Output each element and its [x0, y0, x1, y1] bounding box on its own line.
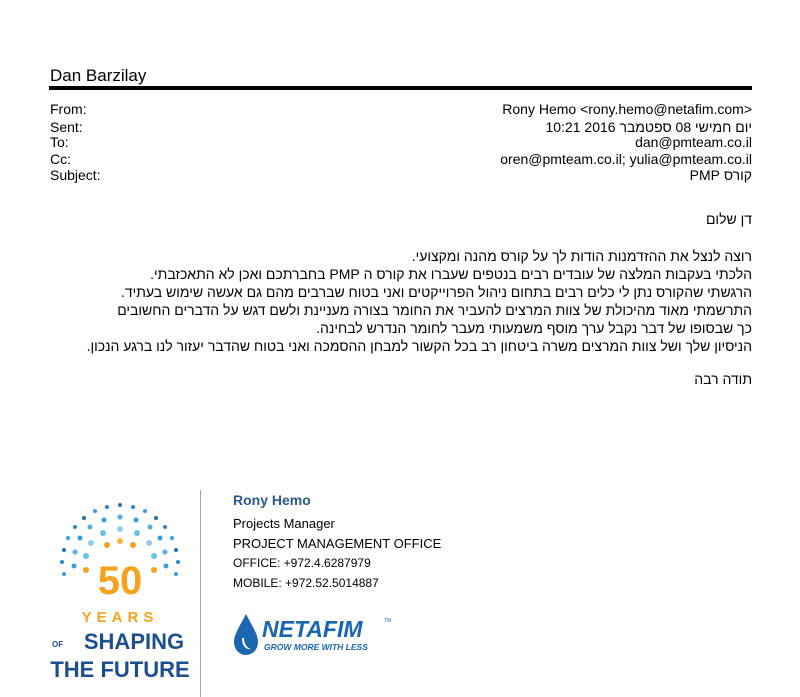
from-value[interactable]: Rony Hemo <rony.hemo@netafim.com>: [502, 101, 752, 117]
fifty-years-logo: [40, 500, 200, 690]
anniversary-of: OF: [52, 640, 64, 649]
body-line: הרגשתי שהקורס נתן לי כלים רבים בתחום ניהול הפרוייקטים ואני בטוח שברבים מהם גם אעשה שימוש בעתיד.: [120, 284, 752, 300]
body-line: הניסיון שלך ושל צוות המרצים משרה ביטחון רב בכל הקשור למבחן ההסמכה ואני בטוח שהדבר יעזור לנו ברגע הנכון.: [86, 338, 752, 354]
signature-department: PROJECT MANAGEMENT OFFICE: [233, 536, 442, 551]
anniversary-years: YEARS: [81, 609, 159, 626]
signature-name: Rony Hemo: [233, 492, 311, 508]
trademark-mark: TM: [384, 618, 392, 624]
signature-office-phone[interactable]: OFFICE: +972.4.6287979: [233, 556, 371, 570]
greeting: דן שלום: [705, 211, 752, 227]
signature-title: Projects Manager: [233, 516, 335, 531]
to-label: To:: [50, 134, 69, 150]
subject-label: Subject:: [50, 167, 101, 183]
body-line: כך שבסופו של דבר נקבל ערך מוסף משמעותי מעבר לחומר הנדרש לבחינה.: [316, 320, 752, 336]
mailbox-owner-name: Dan Barzilay: [50, 66, 147, 85]
subject-row: [50, 167, 752, 183]
body-line: התרשמתי מאוד מהיכולת של צוות המרצים להעביר את החומר בצורה מעניינת ולשם דגש על הדברים החשובים: [117, 302, 752, 318]
closing: תודה רבה: [694, 371, 752, 387]
sent-value: יום חמישי 08 ספטמבר 2016 10:21: [545, 119, 752, 135]
netafim-tagline: GROW MORE WITH LESS: [264, 642, 368, 652]
sent-row: [50, 119, 752, 135]
subject-value: קורס PMP: [689, 167, 752, 183]
signature-divider: [200, 490, 201, 697]
header-rule: [49, 86, 752, 90]
cc-row: [50, 151, 752, 167]
message-body: [47, 247, 752, 355]
sent-label: Sent:: [50, 119, 83, 135]
cc-value[interactable]: oren@pmteam.co.il; yulia@pmteam.co.il: [500, 151, 752, 167]
to-value[interactable]: dan@pmteam.co.il: [635, 134, 752, 150]
anniversary-number: 50: [97, 559, 143, 603]
netafim-logo: [232, 610, 402, 660]
anniversary-shaping: SHAPING: [83, 629, 185, 654]
to-row: [50, 134, 752, 150]
netafim-wordmark: NETAFIM: [262, 616, 363, 642]
from-label: From:: [50, 101, 87, 117]
anniversary-future: THE FUTURE: [50, 657, 190, 682]
body-line: הלכתי בעקבות המלצה של עובדים רבים בנטפים שעברו את קורס ה PMP בחברתכם ואכן לא התאכזבתי.: [150, 266, 752, 282]
body-line: רוצה לנצל את ההזדמנות הודות לך על קורס מהנה ומקצועי.: [411, 248, 752, 264]
from-row: [50, 101, 752, 117]
water-drop-icon: [234, 614, 258, 655]
signature-mobile-phone[interactable]: MOBILE: +972.52.5014887: [233, 576, 379, 590]
cc-label: Cc:: [50, 151, 71, 167]
